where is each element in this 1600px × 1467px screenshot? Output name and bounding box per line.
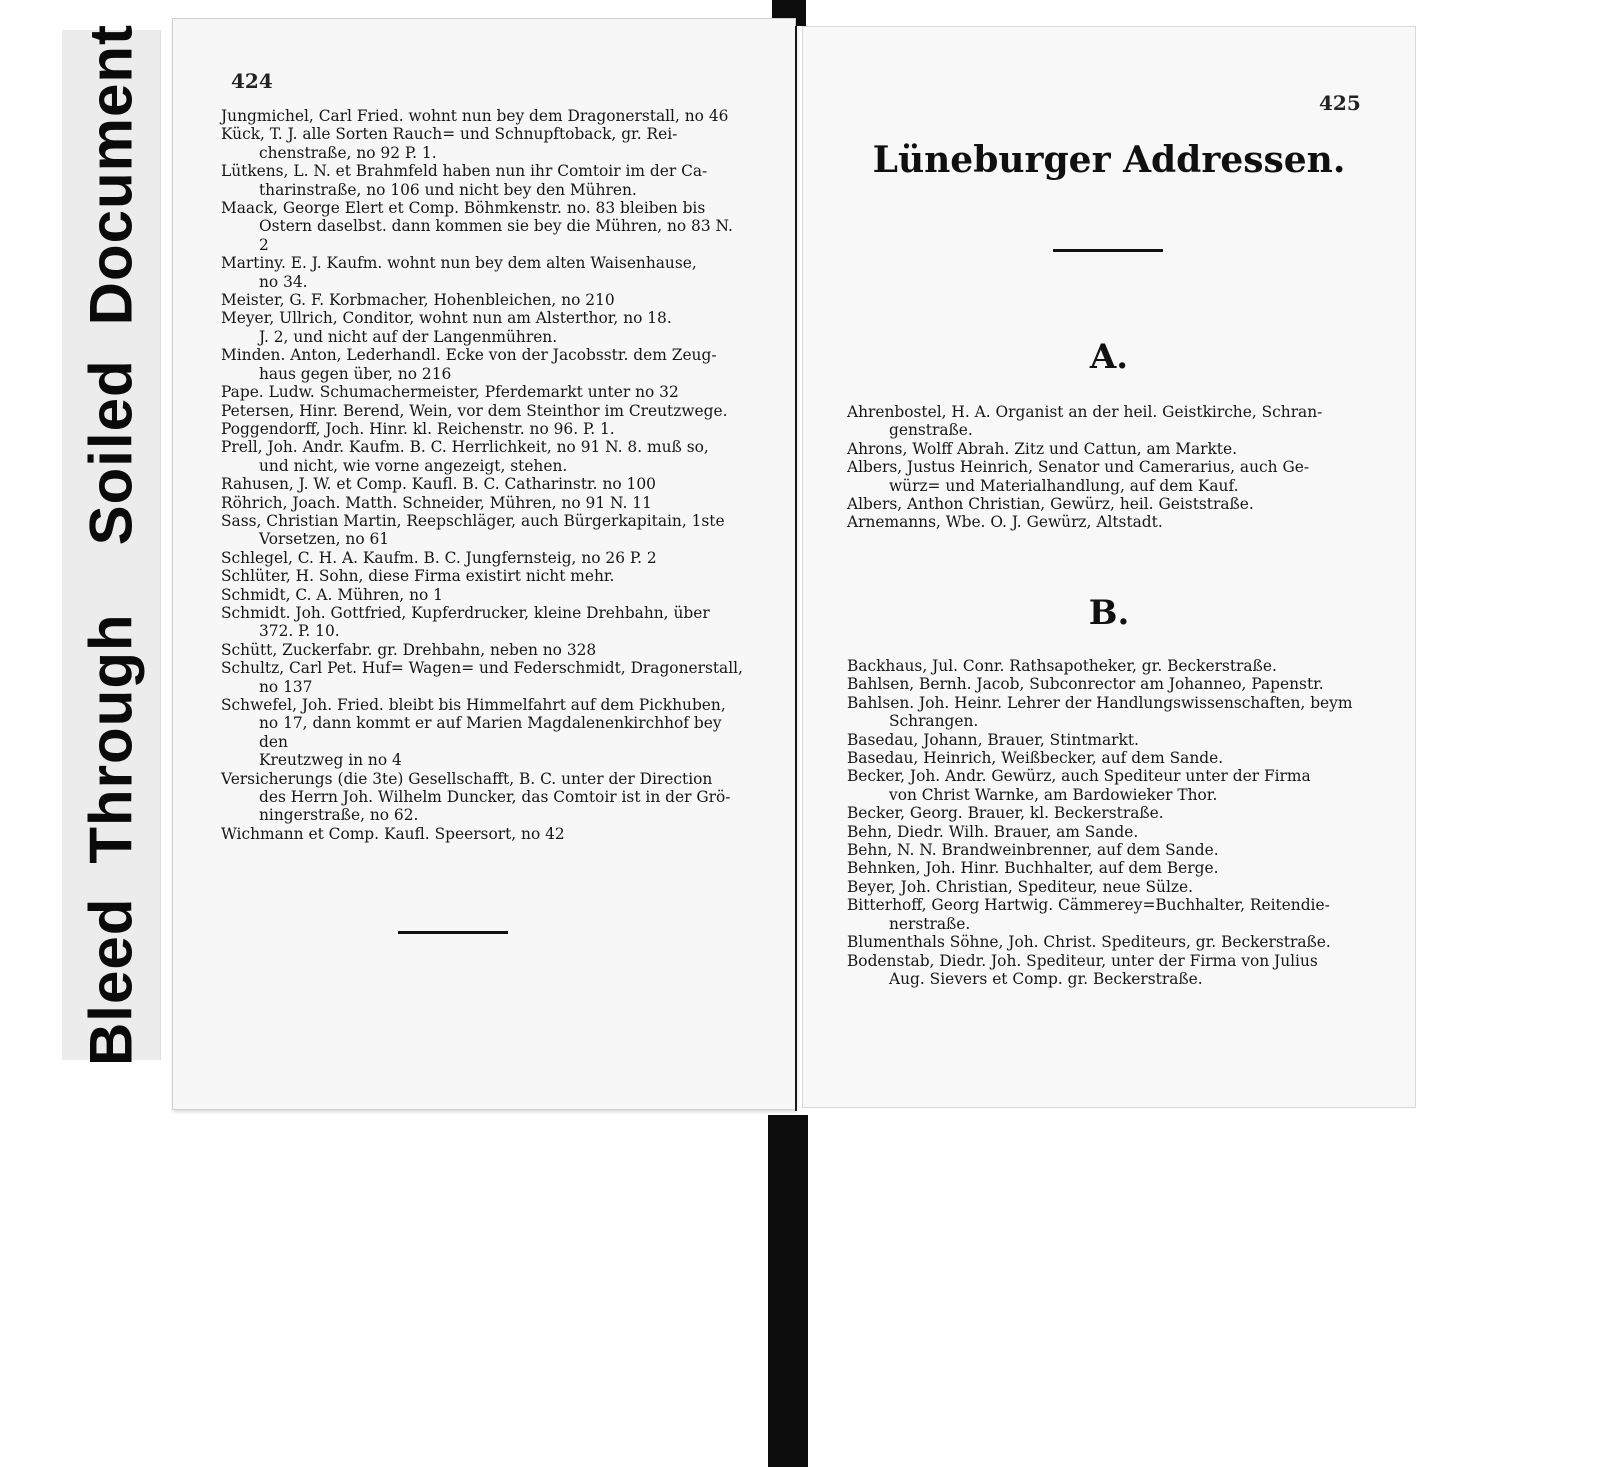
address-entry [847, 896, 1375, 933]
entry-continuation: no 17, dann kommt er auf Marien Magdalenenkirchhof bey den [259, 714, 722, 751]
entry-continuation: nerstraße. [889, 914, 971, 933]
address-entry [221, 346, 743, 383]
entry-line: Meyer, Ullrich, Conditor, wohnt nun am Alsterthor, no 18. [221, 309, 672, 328]
entry-line: Bitterhoff, Georg Hartwig. Cämmerey=Buchhalter, Reitendie- [847, 896, 1330, 915]
page-title: Lüneburger Addressen. [872, 139, 1346, 181]
entry-line: Behn, N. N. Brandweinbrenner, auf dem Sande. [847, 841, 1219, 860]
entry-line: Wichmann et Comp. Kaufl. Speersort, no 42 [221, 824, 565, 843]
entry-continuation: haus gegen über, no 216 [259, 364, 452, 383]
page-number-left: 424 [231, 69, 273, 93]
entry-line: Maack, George Elert et Comp. Böhmkenstr. no. 83 bleiben bis [221, 199, 706, 218]
entry-line: Blumenthals Söhne, Joh. Christ. Spediteurs, gr. Beckerstraße. [847, 933, 1331, 952]
address-entry [847, 440, 1375, 458]
address-entry [847, 731, 1375, 749]
address-entry [221, 549, 743, 567]
entry-line: Backhaus, Jul. Conr. Rathsapotheker, gr. Beckerstraße. [847, 657, 1277, 675]
entry-line: Schwefel, Joh. Fried. bleibt bis Himmelfahrt auf dem Pickhuben, [221, 696, 726, 714]
watermark-text [77, 24, 146, 1066]
address-entry [847, 403, 1375, 440]
entry-continuation: würz= und Materialhandlung, auf dem Kauf. [889, 476, 1239, 495]
entry-line: Rahusen, J. W. et Comp. Kaufl. B. C. Catharinstr. no 100 [221, 475, 656, 494]
entry-line: Prell, Joh. Andr. Kaufm. B. C. Herrlichkeit, no 91 N. 8. muß so, [221, 438, 709, 457]
left-page [172, 18, 796, 1110]
entry-line: Bahlsen, Bernh. Jacob, Subconrector am Johanneo, Papenstr. [847, 675, 1324, 694]
address-entry [847, 495, 1375, 513]
entry-continuation: Ostern daselbst. dann kommen sie bey die Mühren, no 83 N. 2 [259, 217, 733, 254]
entry-continuation: tharinstraße, no 106 und nicht bey den Mühren. [259, 180, 637, 199]
entry-line: Bodenstab, Diedr. Joh. Spediteur, unter der Firma von Julius [847, 951, 1318, 970]
address-entry [847, 675, 1375, 693]
entry-continuation: Kreutzweg in no 4 [259, 751, 402, 770]
entry-continuation: des Herrn Joh. Wilhelm Duncker, das Comtoir ist in der Grö- [259, 788, 731, 807]
address-entry [221, 475, 743, 493]
entry-continuation: von Christ Warnke, am Bardowieker Thor. [889, 785, 1218, 804]
address-entry [221, 696, 743, 770]
address-entry [847, 749, 1375, 767]
address-entry [847, 804, 1375, 822]
label-word-document: Document [77, 23, 145, 326]
address-entry [221, 402, 743, 420]
address-entry [221, 438, 743, 475]
address-entry [221, 254, 743, 291]
address-entry [221, 825, 743, 843]
address-entry [847, 657, 1375, 675]
address-entry [847, 458, 1375, 495]
address-entry [847, 841, 1375, 859]
entry-line: Pape. Ludw. Schumachermeister, Pferdemarkt unter no 32 [221, 383, 679, 402]
entry-continuation: Schrangen. [889, 712, 979, 731]
entry-line: Lütkens, L. N. et Brahmfeld haben nun ihr Comtoir im der Ca- [221, 162, 708, 181]
entry-line: Becker, Joh. Andr. Gewürz, auch Spediteur unter der Firma [847, 767, 1311, 786]
entry-continuation: ningerstraße, no 62. [259, 806, 419, 825]
entry-continuation: no 34. [259, 272, 308, 291]
entry-line: Petersen, Hinr. Berend, Wein, vor dem Steinthor im Creutzwege. [221, 401, 728, 420]
entry-line: Behnken, Joh. Hinr. Buchhalter, auf dem Berge. [847, 859, 1219, 878]
entry-continuation: Aug. Sievers et Comp. gr. Beckerstraße. [889, 969, 1203, 988]
address-entry [221, 420, 743, 438]
label-word-bleed: Bleed [77, 897, 145, 1067]
entry-line: Schütt, Zuckerfabr. gr. Drehbahn, neben no 328 [221, 640, 597, 659]
entry-line: Schmidt. Joh. Gottfried, Kupferdrucker, kleine Drehbahn, über [221, 603, 710, 622]
entry-line: Schultz, Carl Pet. Huf= Wagen= und Federschmidt, Dragonerstall, [221, 659, 743, 678]
address-entry [221, 199, 743, 254]
entry-line: Martiny. E. J. Kaufm. wohnt nun bey dem alten Waisenhause, [221, 254, 697, 273]
right-page [802, 26, 1416, 1108]
entry-line: Schmidt, C. A. Mühren, no 1 [221, 585, 443, 604]
entry-line: Albers, Anthon Christian, Gewürz, heil. Geiststraße. [847, 495, 1254, 514]
section-a-list [847, 403, 1375, 532]
entry-line: Poggendorff, Joch. Hinr. kl. Reichenstr. no 96. P. 1. [221, 419, 615, 438]
end-rule [398, 931, 508, 934]
entry-line: Basedau, Heinrich, Weißbecker, auf dem Sande. [847, 749, 1224, 768]
entry-line: Behn, Diedr. Wilh. Brauer, am Sande. [847, 822, 1139, 841]
watermark-label [62, 23, 161, 1067]
address-entry [221, 770, 743, 825]
entry-line: Beyer, Joh. Christian, Spediteur, neue Sülze. [847, 877, 1194, 896]
entry-line: Bahlsen. Joh. Heinr. Lehrer der Handlungswissenschaften, beym [847, 693, 1353, 712]
section-letter-a: A. [1089, 337, 1129, 377]
address-entry [847, 878, 1375, 896]
entry-continuation: Vorsetzen, no 61 [259, 530, 390, 549]
address-entry [221, 586, 743, 604]
address-entry [847, 859, 1375, 877]
page-number-right: 425 [1319, 91, 1361, 115]
section-letter-b: B. [1088, 593, 1130, 633]
entry-line: Schlüter, H. Sohn, diese Firma existirt nicht mehr. [221, 567, 615, 586]
address-entry [221, 162, 743, 199]
entry-line: Schlegel, C. H. A. Kaufm. B. C. Jungfernsteig, no 26 P. 2 [221, 548, 657, 567]
address-entry [847, 767, 1375, 804]
entry-continuation: genstraße. [889, 421, 973, 440]
entry-line: Albers, Justus Heinrich, Senator und Camerarius, auch Ge- [847, 458, 1310, 477]
address-entry [221, 309, 743, 346]
address-entry [221, 567, 743, 585]
address-entry [847, 513, 1375, 531]
entry-line: Ahrons, Wolff Abrah. Zitz und Cattun, am Markte. [847, 439, 1237, 458]
address-entry [221, 494, 743, 512]
entry-line: Jungmichel, Carl Fried. wohnt nun bey dem Dragonerstall, no 46 [221, 107, 729, 125]
entry-continuation: no 137 [259, 677, 313, 696]
spine-line [795, 26, 797, 1111]
entry-continuation: und nicht, wie vorne angezeigt, stehen. [259, 456, 568, 475]
entry-line: Kück, T. J. alle Sorten Rauch= und Schnupftoback, gr. Rei- [221, 125, 678, 144]
address-entry [221, 291, 743, 309]
section-b-list [847, 657, 1375, 988]
entry-line: Minden. Anton, Lederhandl. Ecke von der Jacobsstr. dem Zeug- [221, 346, 717, 365]
entry-line: Versicherungs (die 3te) Gesellschafft, B. C. unter der Direction [221, 769, 713, 788]
entry-line: Meister, G. F. Korbmacher, Hohenbleichen, no 210 [221, 291, 615, 310]
address-entry [221, 512, 743, 549]
address-entry [221, 604, 743, 641]
label-word-soiled: Soiled [77, 359, 145, 546]
address-entry [221, 659, 743, 696]
title-rule [1053, 249, 1163, 252]
address-entry [847, 933, 1375, 951]
label-word-through: Through [77, 613, 145, 864]
left-address-list [221, 107, 743, 843]
binding-shadow-bottom [768, 1115, 808, 1467]
address-entry [847, 952, 1375, 989]
address-entry [847, 823, 1375, 841]
address-entry [221, 641, 743, 659]
entry-line: Röhrich, Joach. Matth. Schneider, Mühren, no 91 N. 11 [221, 493, 652, 512]
entry-continuation: J. 2, und nicht auf der Langenmühren. [259, 327, 558, 346]
entry-line: Arnemanns, Wbe. O. J. Gewürz, Altstadt. [847, 513, 1163, 532]
address-entry [847, 694, 1375, 731]
entry-continuation: 372. P. 10. [259, 622, 340, 641]
entry-line: Becker, Georg. Brauer, kl. Beckerstraße. [847, 804, 1164, 823]
entry-line: Basedau, Johann, Brauer, Stintmarkt. [847, 730, 1139, 749]
address-entry [221, 125, 743, 162]
entry-line: Ahrenbostel, H. A. Organist an der heil. Geistkirche, Schran- [847, 403, 1323, 421]
address-entry [221, 383, 743, 401]
entry-continuation: chenstraße, no 92 P. 1. [259, 143, 437, 162]
address-entry [221, 107, 743, 125]
entry-line: Sass, Christian Martin, Reepschläger, auch Bürgerkapitain, 1ste [221, 511, 725, 530]
